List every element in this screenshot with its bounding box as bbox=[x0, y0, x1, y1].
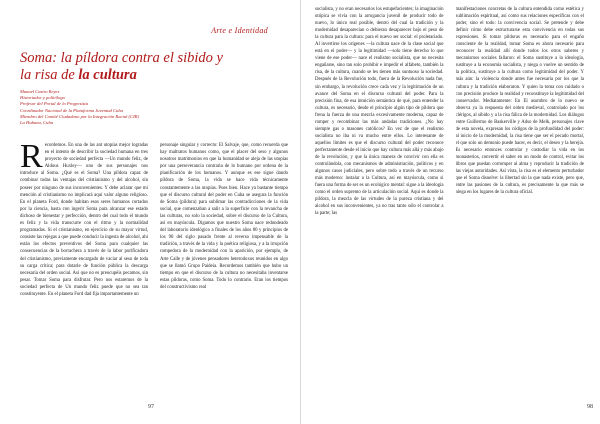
right-page bbox=[300, 0, 600, 424]
author-location: La Habana, Cuba bbox=[20, 120, 54, 126]
right-columns bbox=[315, 6, 584, 404]
left-column-2 bbox=[160, 142, 288, 410]
author-name: Manuel Castro Reyes bbox=[20, 89, 60, 94]
left-column-1 bbox=[20, 142, 148, 410]
body-text: socialista, y no eran necesarios los estupefacientes; la imaginación utópica se vivía con la arrogancia juvenil de producir todo de nuevo, lo único real posible, dentro del cual la tradición y la modernidad desaparecían o debieran desaparecer bajo el peso de la cultura para la cultura: para el nuevo ser social: el proletariado. Al invertirse los orígenes —la cultura nace de la clase social que está en el poder— y la legitimidad —solo tiene derecho lo que viene de ese poder— nace el realismo socialista, que no necesita engañarse, sino tan solo prohibir e impedir el alfabeto, también la risa, de la cultura, cuando se les tienen más suntuoso la sociedad. Después de la Revolución todo, fuera de la Revolución nada fue, sin embargo, la revolución crece cada vez y la legitimación de un avance del Soma en el discurso cultural del poder. Para la precisión fina, de esa intuición semántica de qué, para entender la cultura, es necesario, desde el principio algún tipo de píldora que frena la fuerza de una mezcla excesivamente moderna, capaz de romper y recombinar las más andadas tradiciones. ¿No hay siempre gas o masones católicos? En vez de que el realismo socialista no iba ni va mucho entre ellos. Lo interesante de aquellos límites es que el discurso cultural del poder reconoce perfectamente desde el inicio que hay cultura más allá y más abajo de la revolución, y que la única manera de convivir con ella es controlándola, con mecanismos de administración, políticos y en algunos casos judiciales, pero sobre todo a través de un recurso más moderno: instalar a la Cultura, así en mayúscula, como si fuera una forma de ser es un ecológico mental: sigue a la ideología como el orden supremo de la articulación social. Aquí es donde la píldora, la mezcla de las virtudes de la pureza cristiana y del alcohol en sus inconvenientes, ya no tras tanto sólo el controlar a la parte; las bbox=[315, 7, 444, 217]
section-label: Arte e Identidad bbox=[211, 26, 268, 35]
left-columns bbox=[20, 142, 288, 410]
author-line: Coordinador Nacional de la Plataforma Juventud Cuba bbox=[20, 107, 123, 113]
right-column-2 bbox=[456, 6, 585, 404]
title-accent: la cultura bbox=[78, 67, 137, 83]
body-text: personaje singular y correcto: El Salvaje, que, como recuerda que hay maltratos humanos como, que el placer del seso y algunos nosotros matrimonios en que la humanidad se aleja de las utopías por una perseverancia contraria de lo humano por ordena de la planificación de los humanos. Y aunque es ese sigue dando píldora de Soma, la vida se hace vida técnicamente constantemente a las utopías. Pues bien. Hace ya bastante tiempo que el discurso cultural del poder en Cuba se asegura la función de Soma (píldora) para sublimar las contradicciones de la vida social, que comenzaban a salir a la superficie con la revancha de las culturas, no solo la sociedad, sobre el discurso de la Cultura, así en mayúscula. Digamos que nuestro Soma nace redondeado del laboratorio ideológico a finales de los años 80 y principios de los 90 del siglo pasado frente al reverso impensable de la tradición, a través de la vida y la poética religiosa, y a la irrupción rompedora de la modernidad con la aparición, por ejemplo, de Arte Calle y de jóvenes pensadores heterodoxos reunidos en algo que se llamó Grupo Paideia. Recordemos también que hubo un tiempo en que el discurso de la cultura no necesitaba inventarse estas píldoras, como Soma. Todo lo contrario. Eran los tiempos del constructivismo real bbox=[160, 143, 288, 290]
right-column-1 bbox=[315, 6, 444, 404]
title-line-2-start: la risa de bbox=[20, 67, 79, 83]
drop-cap: R bbox=[20, 142, 43, 175]
body-text: manifestaciones concretas de la cultura entendida como estética y sublimación espiritual, así como sus relaciones específicas con el poder, sino el todo: la convivencia social. Se pretende y debe definir cómo debe estructurarse esta convivencia en todas sus expresiones. Si tomar píldoras es necesario para el engaño consciente de la realidad, tomar Soma es ahora necesario para reconocer la realidad allí donde todos los otros saberes y mecanismos sociales fallaron: el Soma sustituye a la ideología, sustituye a la economía socialista, y niega o vuelve un sentido de la política, sustituye a la cultura como legitimidad del poder. Y más aún: la violencia donde antes fue necesaria por los que la cultura y la tradición elaboraron. Y quien la toma con cuidado o con precisión produce la realidad y reconstituye la legitimidad del conservador. Mediatamente: En El asombro de lo nuevo se observa ya la respuesta del orden medieval, controlado por los clérigos, al sibido y a la risa fálica de la modernidad. Los diálogos entre Guillermo de Baskerville y Adso de Melk, personajes clave de esta novela, expresan los códigos de la profundidad del poder: al inicio de la modernidad, la risa tiene que ser el pecado mortal, el que solo un demonio puede hacer, es decir, el deseo y la herejía. Es necesario entonces controlar y custodiar la vida en los monasterios, convertir el saber en un modo de control, evitar los libros que puedan corromper al alma y reproducir la tradición de las viejas autoridades. Así vista, la risa es el elemento perturbador que el Soma disuelve: la libertad sin la que nada existe, pero que, entre las pasiones de la cultura, es precisamente la que más se niega en los lugares de la cultura oficial. bbox=[455, 7, 584, 196]
page-number: 97 bbox=[148, 404, 154, 410]
title-line-1: Soma: la píldora contra el sibido y bbox=[20, 50, 223, 66]
body-text: ecordemos. En una de las ant utopías mejor logradas en el intento de describir la sociedad humana en tres proyecto de sociedad perfecta —Un mundo feliz, de Aldous Huxley— uno de sus personajes nos introduce al Soma. ¿Qué es el Soma? Una píldora capaz de combinar todas las ventajas del cristianismo y del alcohol, sin poseer por ninguno de sus inconvenientes. Y debe aclarar que mi mención al cristianismo no implicará aquí valor alguno religioso. En el planeta Ford, donde habitan esos seres humanos cortados por la ciencia, hasta con ingerir Soma para alcanzar ese estado dichoso de bienestar y perfección, dentro del cual todo el mundo es feliz y la vida transcurre con el ritmo y la normalidad programadas. Si el cristianismo, en ejercicio de su mayor virtud, consiste las rejegas a que puede conducir la ingesta de alcohol, ahí están los efectos preventivos del Soma para cualquier las consecuencias de la borrachera a través de la labor purificadora del cristianismo, previamente encargado de vaciar al seso de toda su carga crítica; para dotarle de función pública la descarga necesaria del orden social. Así que no es preocupéis pecamos, sin pesar. Tomar Soma para disfrutar. Pero nos estaremos de la sociedad perfecta de Un mundo feliz puede que no sea tan constituyente. En el planeta Ford dad fija importantemente un bbox=[20, 143, 148, 297]
author-line: Profesor del Portal de lo Progresista bbox=[20, 101, 89, 107]
article-title bbox=[20, 50, 290, 84]
author-line: Miembro del Comité Ciudadano por la Integración Racial (CIR) bbox=[20, 113, 139, 119]
title-line-2 bbox=[20, 67, 290, 84]
page-number: 98 bbox=[587, 404, 593, 410]
author-line: Historiador y politólogo bbox=[20, 95, 65, 101]
author-info bbox=[20, 89, 290, 126]
